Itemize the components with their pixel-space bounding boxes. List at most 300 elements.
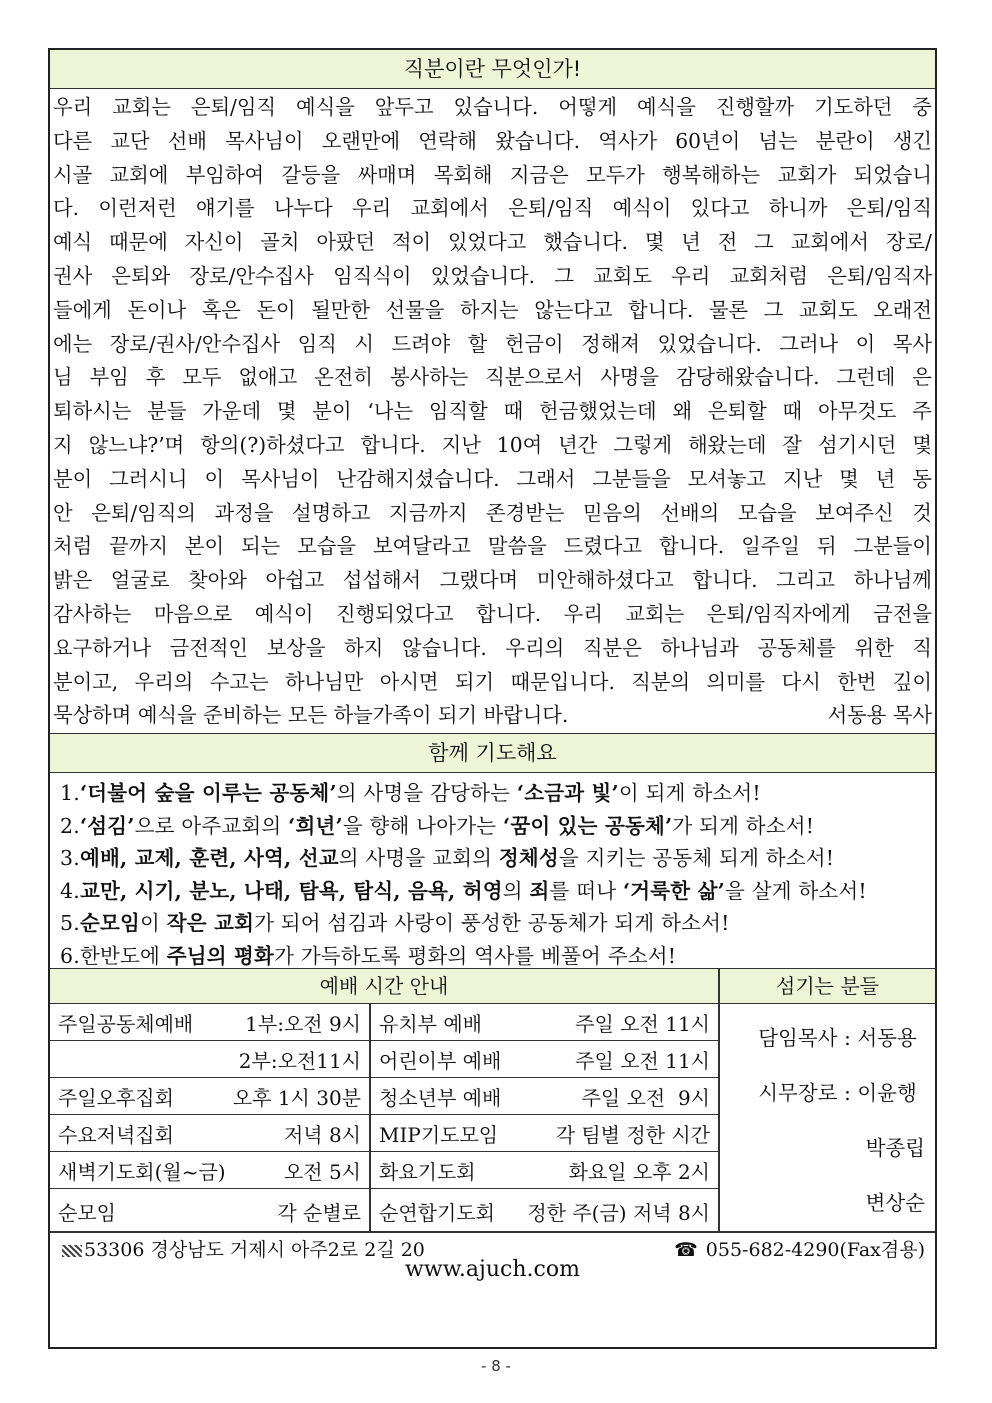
- article-word: 년간: [558, 432, 598, 457]
- article-word: 온전히: [314, 365, 373, 390]
- article-word: 이: [855, 331, 876, 356]
- article-word: 그분들이: [853, 534, 932, 559]
- prayer-text: 한반도에: [79, 943, 167, 968]
- article-word: 얘기를: [195, 196, 255, 221]
- article-word: 다.: [53, 196, 80, 221]
- staff-member: 박종립: [865, 1136, 925, 1161]
- service-time: 주일 오전 9시: [581, 1085, 710, 1110]
- schedule-cell-left: [50, 1115, 371, 1152]
- schedule-cell-right: [371, 1115, 718, 1152]
- article-word: 찾아와: [188, 568, 247, 593]
- article-word: 60년이: [675, 128, 741, 153]
- schedule-cell-right: [371, 1152, 718, 1189]
- article-line: [53, 429, 932, 463]
- article-word: 다른: [53, 128, 93, 153]
- service-name: 유치부 예배: [379, 1011, 482, 1036]
- prayer-emphasis: ‘더불어 숲을 이루는 공동체’: [79, 781, 337, 806]
- article-word: 되기: [454, 669, 495, 694]
- article-word: 교회도: [798, 297, 858, 322]
- bulletin-page: [48, 48, 937, 1349]
- article-word: 퇴하시는: [53, 399, 132, 424]
- article-word: 몇: [839, 466, 859, 491]
- article-word: 이런저런: [98, 196, 177, 221]
- article-word: 자신이: [184, 230, 244, 255]
- address-text: 53306 경상남도 거제시 아주2로 2길 20: [84, 1239, 425, 1262]
- prayer-emphasis: ‘소금과 빛’: [516, 781, 619, 806]
- prayer-text: 가 되어 섬김과 사랑이 풍성한 공동체가 되게 하소서!: [254, 911, 730, 936]
- article-word: 되는: [241, 534, 281, 559]
- article-line: [53, 598, 932, 632]
- prayer-emphasis: 주님의 평화: [166, 943, 275, 968]
- article-word: 선물을: [385, 297, 445, 322]
- schedule-cell-left: [50, 1152, 371, 1189]
- article-word: 있다고: [690, 196, 750, 221]
- page-number: - 8 -: [481, 1357, 511, 1375]
- article-word: 금전을: [873, 601, 932, 626]
- article-word: 생긴: [892, 128, 932, 153]
- article-word: 예식이: [612, 196, 672, 221]
- article-word: 본이: [184, 534, 225, 559]
- article-word: 섭섭해서: [342, 568, 422, 593]
- article-word: 은퇴/임직자: [827, 263, 932, 288]
- article-word: 않는다고: [534, 297, 613, 322]
- article-word: 싸매며: [357, 162, 417, 187]
- article-word: 그: [763, 297, 784, 322]
- article-word: 기도하던: [814, 95, 893, 119]
- service-time: 저녁 8시: [283, 1122, 361, 1147]
- article-word: 선배: [167, 128, 207, 153]
- service-time: 2부:오전11시: [238, 1048, 361, 1073]
- article-word: 이: [204, 466, 225, 491]
- article-word: 지금은: [509, 162, 569, 187]
- prayer-text: 의 사명을 교회의: [338, 846, 499, 871]
- article-line: [53, 260, 932, 294]
- schedule-cell-left: [50, 1189, 371, 1233]
- article-word: 부임: [89, 365, 129, 390]
- article-word: 설명하고: [292, 500, 371, 525]
- staff-panel: [720, 969, 935, 1231]
- article-word: 지: [53, 432, 73, 457]
- article-word: 에는: [53, 331, 93, 356]
- article-word: 몇: [644, 230, 665, 255]
- prayer-text: 을 살게 하소서!: [724, 878, 867, 903]
- article-last-line: [53, 699, 932, 733]
- service-time: 화요일 오후 2시: [568, 1159, 710, 1184]
- prayer-item: [60, 842, 935, 875]
- article-word: 모습을: [297, 534, 356, 559]
- article-word: 보상을: [266, 635, 326, 660]
- article-word: 우리: [671, 263, 711, 288]
- article-line: [53, 463, 932, 497]
- article-word: 은퇴/임직자에게: [706, 601, 851, 626]
- article-word: 요구하거나: [53, 635, 151, 660]
- prayer-number: 2.: [60, 813, 80, 838]
- article-word: 직분으로서: [485, 365, 584, 390]
- service-name: 순모임: [58, 1200, 116, 1225]
- article-word: 깊이: [892, 669, 932, 694]
- footer: [50, 1231, 935, 1290]
- article-word: 직: [912, 635, 932, 660]
- article-word: 적이: [391, 230, 432, 255]
- article-word: 하나님께: [853, 568, 932, 593]
- article-line: [53, 328, 932, 362]
- prayer-emphasis: ‘거룩한 삶’: [622, 878, 725, 903]
- prayer-emphasis: 정체성: [498, 846, 559, 871]
- service-name: 어린이부 예배: [379, 1048, 502, 1073]
- article-word: 때: [782, 399, 803, 424]
- prayer-emphasis: 교만, 시기, 분노, 나태, 탐욕, 탐식, 음욕, 허영: [79, 878, 503, 903]
- article-word: 왜: [672, 399, 693, 424]
- article-word: 섬기시던: [817, 432, 897, 457]
- article-word: 선배의: [660, 500, 720, 525]
- article-word: 동: [912, 466, 932, 491]
- article-word: 넘는: [758, 128, 798, 153]
- prayer-item: [60, 810, 935, 843]
- article-title: 직분이란 무엇인가!: [50, 50, 935, 89]
- article-word: 교회는: [112, 95, 171, 119]
- article-word: 때문입니다.: [510, 669, 615, 694]
- article-line: [53, 666, 932, 700]
- prayer-emphasis: ‘꿈이 있는 공동체’: [502, 813, 673, 838]
- article-word: 임직: [297, 331, 337, 356]
- article-word: 봉사하는: [389, 365, 469, 390]
- article-word: 드려야: [391, 331, 451, 356]
- article-word: 그러시니: [109, 466, 188, 491]
- schedule-cell-left: [50, 1078, 371, 1115]
- article-word: 교회에: [109, 162, 169, 187]
- phone-text: 055-682-4290(Fax겸용): [705, 1239, 925, 1262]
- prayer-text: 을 향해 나아가는: [342, 813, 503, 838]
- article-line: [53, 159, 932, 193]
- article-word: 돈이: [256, 297, 296, 322]
- article-word: 합니다.: [476, 601, 542, 626]
- service-name: 순연합기도회: [379, 1200, 495, 1225]
- article-word: 들에게: [53, 297, 112, 322]
- article-word: 말씀을: [487, 534, 547, 559]
- article-line: [53, 91, 932, 125]
- schedule-cell-left: [50, 1041, 371, 1078]
- article-word: 때: [503, 399, 524, 424]
- prayer-number: 1.: [60, 781, 80, 806]
- prayer-section: [50, 733, 935, 968]
- article-word: 후: [145, 365, 166, 390]
- article-word: 그래서: [516, 466, 576, 491]
- service-name: 주일공동체예배: [58, 1011, 194, 1036]
- staff-list: [720, 1004, 935, 1238]
- prayer-number: 5.: [60, 911, 80, 936]
- article-word: 왔습니다.: [495, 128, 581, 153]
- article-word: 교회는: [625, 601, 685, 626]
- article-word: 몇: [276, 399, 297, 424]
- article-word: 보여달라고: [372, 534, 471, 559]
- article-line: [53, 564, 932, 598]
- staff-title: 섬기는 분들: [720, 969, 935, 1004]
- schedule-grid: [50, 1004, 718, 1233]
- article-word: 그렇게: [613, 432, 673, 457]
- article-word: 금전적인: [169, 635, 249, 660]
- article-word: 님: [53, 365, 73, 390]
- article-word: 합니다.: [692, 568, 758, 593]
- article-word: 난감해지셨습니다.: [336, 466, 500, 491]
- prayer-text: 으로 아주교회의: [134, 813, 289, 838]
- article-word: 앞두고: [374, 95, 434, 119]
- article-word: 진행할까: [715, 95, 795, 119]
- article-word: 합니다.: [659, 534, 725, 559]
- article-word: 잘: [782, 432, 803, 457]
- article-word: 목사: [892, 331, 932, 356]
- schedule-cell-right: [371, 1189, 718, 1233]
- article-word: 년: [681, 230, 701, 255]
- article-word: 않느냐?’며: [88, 432, 185, 457]
- article-word: 밝은: [53, 568, 93, 593]
- article-word: 오래전: [873, 297, 932, 322]
- prayer-emphasis: ‘희년’: [288, 813, 343, 838]
- article-word: ‘나는: [367, 399, 414, 424]
- article-word: 분들: [147, 399, 187, 424]
- prayer-item: [60, 777, 935, 810]
- article-word: 합니다.: [628, 297, 694, 322]
- prayer-text: 을 지키는 공동체 되게 하소서!: [558, 846, 835, 871]
- article-word: 안: [53, 500, 73, 525]
- article-word: 은퇴/임직의: [91, 500, 197, 525]
- staff-member: 변상순: [865, 1191, 925, 1216]
- article-body: [50, 89, 935, 733]
- article-word: 다시: [781, 669, 821, 694]
- article-word: 은퇴/임직: [190, 95, 277, 119]
- article-word: 있었습니다.: [657, 331, 762, 356]
- service-name: MIP기도모임: [379, 1122, 499, 1147]
- article-word: 공동체를: [757, 635, 836, 660]
- article-word: 역사가: [598, 128, 658, 153]
- article-word: 항의(?)하셨다고: [200, 432, 345, 457]
- article-word: 은퇴/임직: [846, 196, 932, 221]
- article-word: 갈등을: [281, 162, 341, 187]
- prayer-emphasis: 예배, 교제, 훈련, 사역, 선교: [79, 846, 339, 871]
- service-name: 화요기도회: [379, 1159, 476, 1184]
- article-word: 그러나: [779, 331, 839, 356]
- article-word: 그: [554, 263, 574, 288]
- article-word: 헌금이: [504, 331, 564, 356]
- article-word: 년: [875, 466, 896, 491]
- article-word: 우리: [352, 196, 392, 221]
- prayer-list: [50, 773, 935, 968]
- article-word: 예식이: [254, 601, 314, 626]
- article-word: 감사하는: [53, 601, 132, 626]
- service-time: 정한 주(금) 저녁 8시: [527, 1200, 710, 1225]
- article-word: 과정을: [214, 500, 274, 525]
- schedule-title: 예배 시간 안내: [50, 969, 718, 1004]
- article-word: 돈이나: [127, 297, 187, 322]
- staff-member: 담임목사 : 서동용: [758, 1026, 917, 1051]
- article-word: 있었습니다.: [430, 263, 536, 288]
- article-word: 마음으로: [153, 601, 233, 626]
- schedule-cell-right: [371, 1078, 718, 1115]
- article-word: 위한: [854, 635, 894, 660]
- article-word: 그런데: [836, 365, 896, 390]
- service-name: 청소년부 예배: [379, 1085, 502, 1110]
- article-word: 하지는: [459, 297, 519, 322]
- article-word: 뒤: [816, 534, 837, 559]
- prayer-emphasis: ‘섬김’: [79, 813, 135, 838]
- article-word: 행복해하는: [662, 162, 761, 187]
- prayer-text: 를 떠나: [549, 878, 623, 903]
- article-word: 정해져: [581, 331, 640, 356]
- article-word: 수고는: [209, 669, 269, 694]
- article-word: 아무것도: [817, 399, 897, 424]
- prayer-number: 3.: [60, 846, 80, 871]
- article-word: 교회도: [593, 263, 652, 288]
- service-name: 새벽기도회(월~금): [58, 1159, 226, 1184]
- article-word: 의미를: [706, 669, 766, 694]
- article-word: 연락해: [418, 128, 478, 153]
- article-word: 하나님만: [284, 669, 364, 694]
- website-link[interactable]: www.ajuch.com: [405, 1257, 580, 1283]
- schedule-table: [50, 969, 720, 1231]
- article-word: 전: [717, 230, 738, 255]
- mail-icon: [62, 1245, 82, 1257]
- article-word: 장로/: [885, 230, 932, 255]
- prayer-emphasis: 순모임: [79, 911, 140, 936]
- article-word: 있었다고: [447, 230, 527, 255]
- article-word: 모두: [182, 365, 222, 390]
- article-word: 그랬다며: [439, 568, 519, 593]
- article-word: 처럼: [53, 534, 93, 559]
- article-word: 지난: [441, 432, 481, 457]
- article-word: 목사님이: [241, 466, 320, 491]
- service-name: 주일오후집회: [58, 1085, 174, 1110]
- article-word: 임직할: [428, 399, 488, 424]
- article-line: [53, 632, 932, 666]
- article-word: 분이: [312, 399, 352, 424]
- article-word: 우리의: [134, 669, 194, 694]
- article-line: [53, 226, 932, 260]
- article-word: 은퇴할: [707, 399, 767, 424]
- article-word: 오랜만에: [321, 128, 401, 153]
- article-word: 골치: [260, 230, 300, 255]
- article-word: 혹은: [201, 297, 241, 322]
- service-time: 주일 오전 11시: [575, 1011, 710, 1036]
- article-line: [53, 497, 932, 531]
- article-line: [53, 192, 932, 226]
- article-word: 아쉽고: [265, 568, 325, 593]
- article-word: 했습니다.: [543, 230, 629, 255]
- prayer-text: 이: [139, 911, 167, 936]
- article-word: 교단: [110, 128, 150, 153]
- article-word: 장로/권사/안수집사: [109, 331, 281, 356]
- article-word: 얼굴로: [110, 568, 170, 593]
- article-word: 그: [754, 230, 774, 255]
- article-word: 목회해: [433, 162, 493, 187]
- article-word: 나누다: [274, 196, 333, 221]
- article-line: [53, 125, 932, 159]
- service-time: 1부:오전 9시: [245, 1011, 361, 1036]
- article-word: 은: [912, 365, 932, 390]
- article-line: [53, 395, 932, 429]
- article-line: [53, 530, 932, 564]
- article-word: 분란이: [815, 128, 875, 153]
- article-word: 있습니다.: [453, 95, 539, 119]
- article-word: 감당해왔습니다.: [675, 365, 820, 390]
- prayer-emphasis: 작은 교회: [166, 911, 255, 936]
- article-word: 몇: [912, 432, 932, 457]
- prayer-number: 4.: [60, 878, 80, 903]
- schedule-cell-right: [371, 1004, 718, 1041]
- article-word: 없애고: [238, 365, 298, 390]
- article-word: 보여주신: [815, 500, 894, 525]
- article-word: 직분의: [631, 669, 691, 694]
- service-time: 주일 오전 11시: [575, 1048, 710, 1073]
- article-word: 장로/안수집사: [189, 263, 314, 288]
- article-line: [53, 294, 932, 328]
- service-time: 오후 1시 30분: [232, 1085, 361, 1110]
- article-word: 모습을: [737, 500, 797, 525]
- article-word: 은퇴와: [111, 263, 171, 288]
- article-word: 그리고: [776, 568, 835, 593]
- article-word: 중: [912, 95, 932, 119]
- article-word: 않습니다.: [402, 635, 487, 660]
- article-word: 10여: [496, 432, 543, 457]
- article-word: 시: [354, 331, 374, 356]
- staff-member: 시무장로 : 이윤행: [758, 1081, 917, 1106]
- article-word: 지난: [783, 466, 823, 491]
- article-word: 부임하여: [185, 162, 265, 187]
- prayer-text: 의 사명을 감당하는: [336, 781, 517, 806]
- article-word: 교회에서: [790, 230, 869, 255]
- article-word: 할: [467, 331, 488, 356]
- article-word: 권사: [53, 263, 93, 288]
- schedule-cell-right: [371, 1041, 718, 1078]
- article-word: 한번: [837, 669, 877, 694]
- schedule-cell-left: [50, 1004, 371, 1041]
- article-word: 헌금했었는데: [539, 399, 657, 424]
- service-time: 오전 5시: [283, 1159, 361, 1184]
- article-word: 임직식이: [333, 263, 412, 288]
- article-word: 어떻게: [558, 95, 618, 119]
- article-word: 지금까지: [389, 500, 468, 525]
- article-word: 시골: [53, 162, 93, 187]
- article-word: 우리: [563, 601, 603, 626]
- article-word: 우리의: [505, 635, 565, 660]
- article-word: 모셔놓고: [687, 466, 767, 491]
- article-word: 그분들을: [592, 466, 671, 491]
- article-word: 것: [912, 500, 932, 525]
- article-author: 서동용 목사: [827, 703, 932, 728]
- article-word: 사명을: [600, 365, 659, 390]
- article-word: 끝까지: [109, 534, 168, 559]
- article-word: 아팠던: [316, 230, 376, 255]
- article-word: 합니다.: [360, 432, 426, 457]
- prayer-item: [60, 875, 935, 908]
- article-word: 목사님이: [225, 128, 304, 153]
- article-word: 미안해하셨다고: [536, 568, 674, 593]
- article-word: 예식: [53, 230, 93, 255]
- article-word: 물론: [708, 297, 749, 322]
- article-word: 믿음의: [583, 500, 642, 525]
- article-word: 예식을: [296, 95, 355, 119]
- article-word: 존경받는: [486, 500, 565, 525]
- service-time: 각 순별로: [277, 1200, 361, 1225]
- prayer-text: 가 되게 하소서!: [672, 813, 815, 838]
- article-word: 일주일: [741, 534, 800, 559]
- article-word: 은퇴/임직: [508, 196, 594, 221]
- article-word: 가운데: [202, 399, 262, 424]
- article-word: 모두가: [585, 162, 645, 187]
- article-word: 예식을: [637, 95, 696, 119]
- article-word: 하나님과: [660, 635, 739, 660]
- info-section: [50, 968, 935, 1231]
- prayer-item: [60, 907, 935, 940]
- article-word: 되었습니: [853, 162, 932, 187]
